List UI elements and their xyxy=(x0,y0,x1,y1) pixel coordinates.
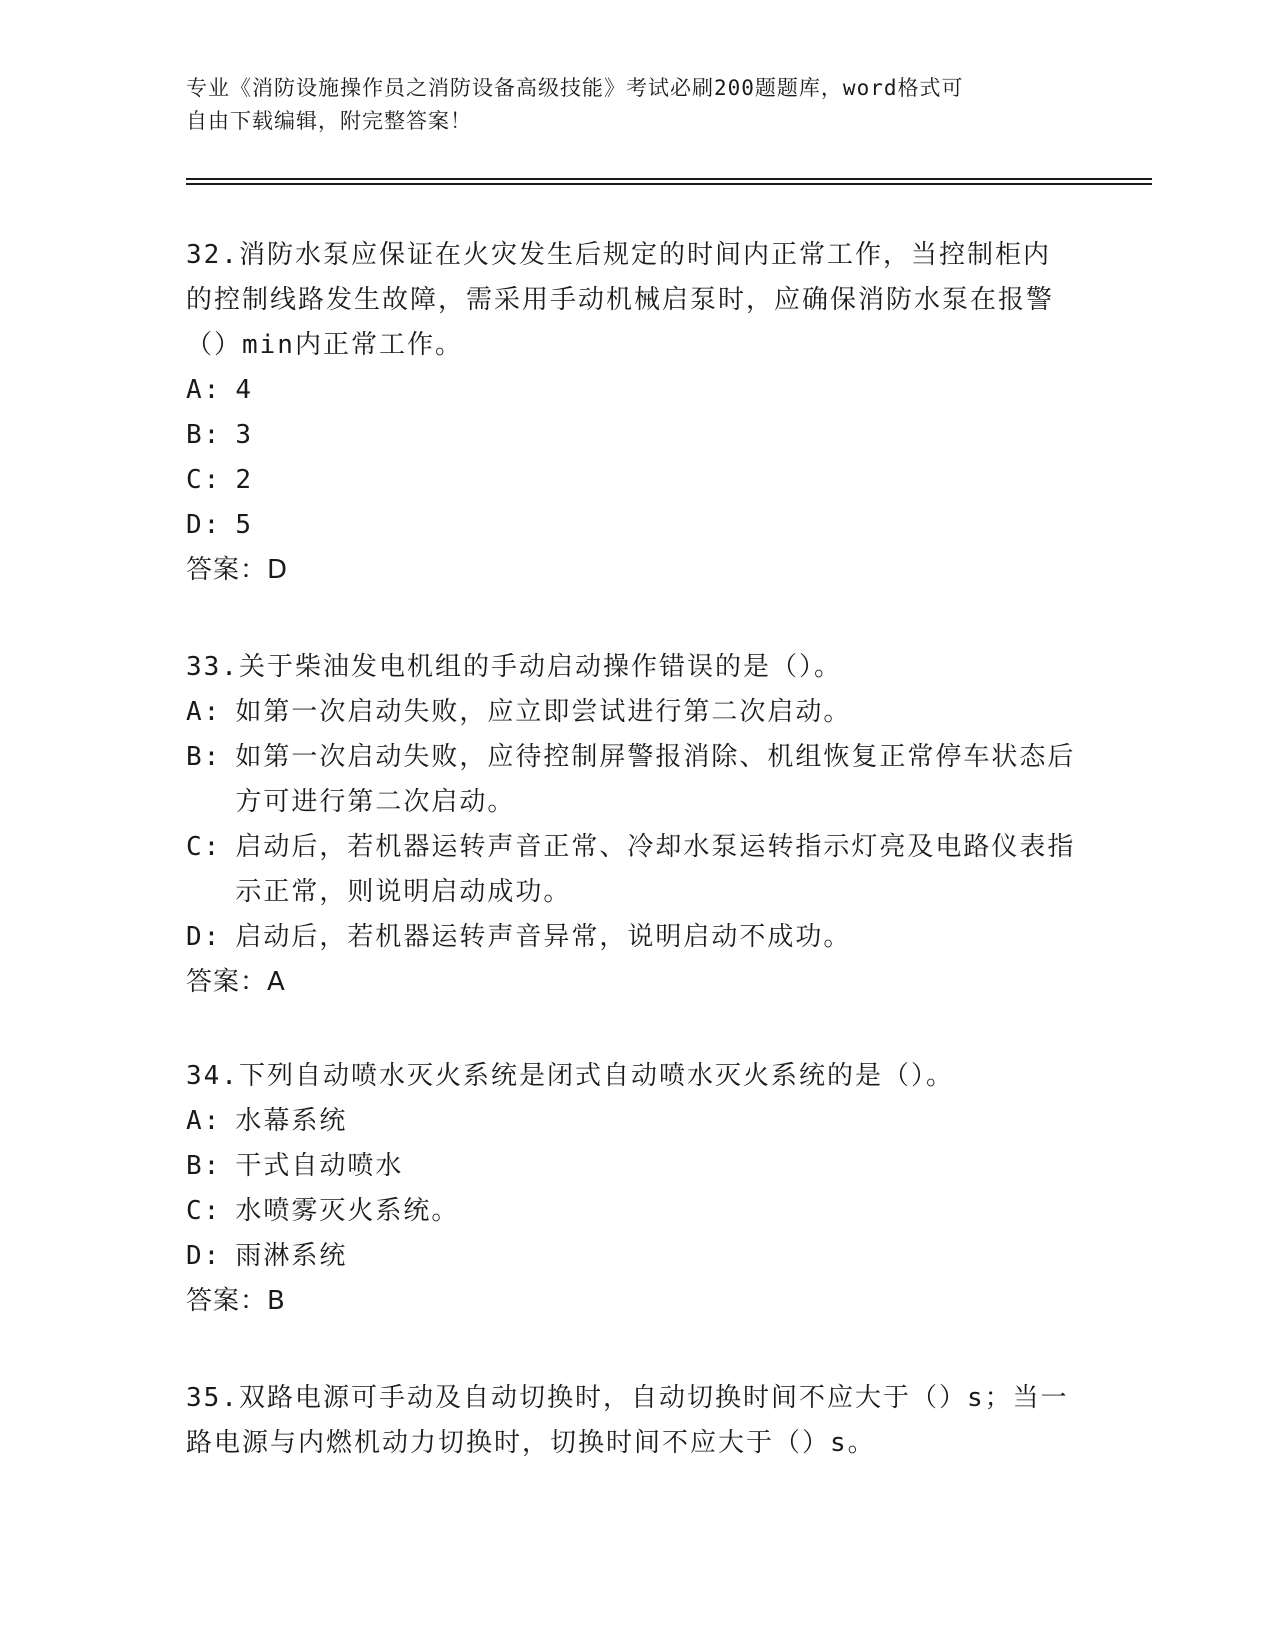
option-key: A xyxy=(186,375,204,405)
option-separator: : xyxy=(203,375,222,405)
header-line-1: 专业《消防设施操作员之消防设备高级技能》考试必刷200题题库，word格式可 xyxy=(186,76,964,100)
option-a xyxy=(186,1099,1076,1144)
question-34 xyxy=(186,1054,1076,1324)
option-key: C xyxy=(186,832,204,862)
option-d xyxy=(186,503,1076,548)
header-line-2: 自由下载编辑，附完整答案！ xyxy=(186,109,472,133)
option-separator: : xyxy=(203,1196,222,1226)
document-header xyxy=(186,72,1066,138)
option-separator: : xyxy=(203,922,222,952)
option-key: D xyxy=(186,922,204,952)
answer-line: 答案：A xyxy=(186,967,286,997)
option-separator: : xyxy=(203,465,222,495)
option-text: 启动后，若机器运转声音正常、冷却水泵运转指示灯亮及电路仪表指示正常，则说明启动成功。 xyxy=(235,832,1076,907)
option-d xyxy=(186,1234,1076,1279)
option-text: 水喷雾灭火系统。 xyxy=(235,1196,460,1226)
option-c xyxy=(186,825,1076,915)
option-key: C xyxy=(186,1196,204,1226)
option-separator: : xyxy=(203,510,222,540)
option-text: 4 xyxy=(235,375,253,405)
option-separator: : xyxy=(203,420,222,450)
option-key: B xyxy=(186,420,204,450)
option-text: 如第一次启动失败，应立即尝试进行第二次启动。 xyxy=(235,697,852,727)
option-c xyxy=(186,458,1076,503)
option-c xyxy=(186,1189,1076,1234)
option-text: 如第一次启动失败，应待控制屏警报消除、机组恢复正常停车状态后方可进行第二次启动。 xyxy=(235,742,1076,817)
answer-line: 答案：B xyxy=(186,1286,286,1316)
option-text: 5 xyxy=(235,510,253,540)
option-a xyxy=(186,368,1076,413)
option-b xyxy=(186,413,1076,458)
option-key: A xyxy=(186,1106,204,1136)
option-text: 水幕系统 xyxy=(235,1106,348,1136)
option-key: D xyxy=(186,1241,204,1271)
option-separator: : xyxy=(203,832,222,862)
option-b xyxy=(186,735,1076,825)
option-separator: : xyxy=(203,742,222,772)
option-separator: : xyxy=(203,697,222,727)
question-text: 34.下列自动喷水灭火系统是闭式自动喷水灭火系统的是（）。 xyxy=(186,1061,954,1091)
header-divider-top xyxy=(186,178,1152,180)
option-text: 3 xyxy=(235,420,253,450)
question-text: 32.消防水泵应保证在火灾发生后规定的时间内正常工作，当控制柜内的控制线路发生故障，需采用手动机械启泵时，应确保消防水泵在报警（）min内正常工作。 xyxy=(186,240,1055,360)
option-key: A xyxy=(186,697,204,727)
option-separator: : xyxy=(203,1241,222,1271)
option-separator: : xyxy=(203,1106,222,1136)
option-b xyxy=(186,1144,1076,1189)
option-key: B xyxy=(186,742,204,772)
option-text: 干式自动喷水 xyxy=(235,1151,404,1181)
option-text: 启动后，若机器运转声音异常，说明启动不成功。 xyxy=(235,922,852,952)
question-35 xyxy=(186,1376,1076,1466)
option-text: 2 xyxy=(235,465,253,495)
option-text: 雨淋系统 xyxy=(235,1241,348,1271)
question-33 xyxy=(186,645,1076,1005)
option-separator: : xyxy=(203,1151,222,1181)
question-32 xyxy=(186,233,1076,593)
option-key: D xyxy=(186,510,204,540)
header-divider-bottom xyxy=(186,183,1152,185)
option-key: C xyxy=(186,465,204,495)
option-key: B xyxy=(186,1151,204,1181)
question-text: 33.关于柴油发电机组的手动启动操作错误的是（）。 xyxy=(186,652,842,682)
question-text: 35.双路电源可手动及自动切换时，自动切换时间不应大于（）s；当一路电源与内燃机动力切换时，切换时间不应大于（）s。 xyxy=(186,1383,1069,1458)
answer-line: 答案：D xyxy=(186,555,289,585)
option-d xyxy=(186,915,1076,960)
option-a xyxy=(186,690,1076,735)
